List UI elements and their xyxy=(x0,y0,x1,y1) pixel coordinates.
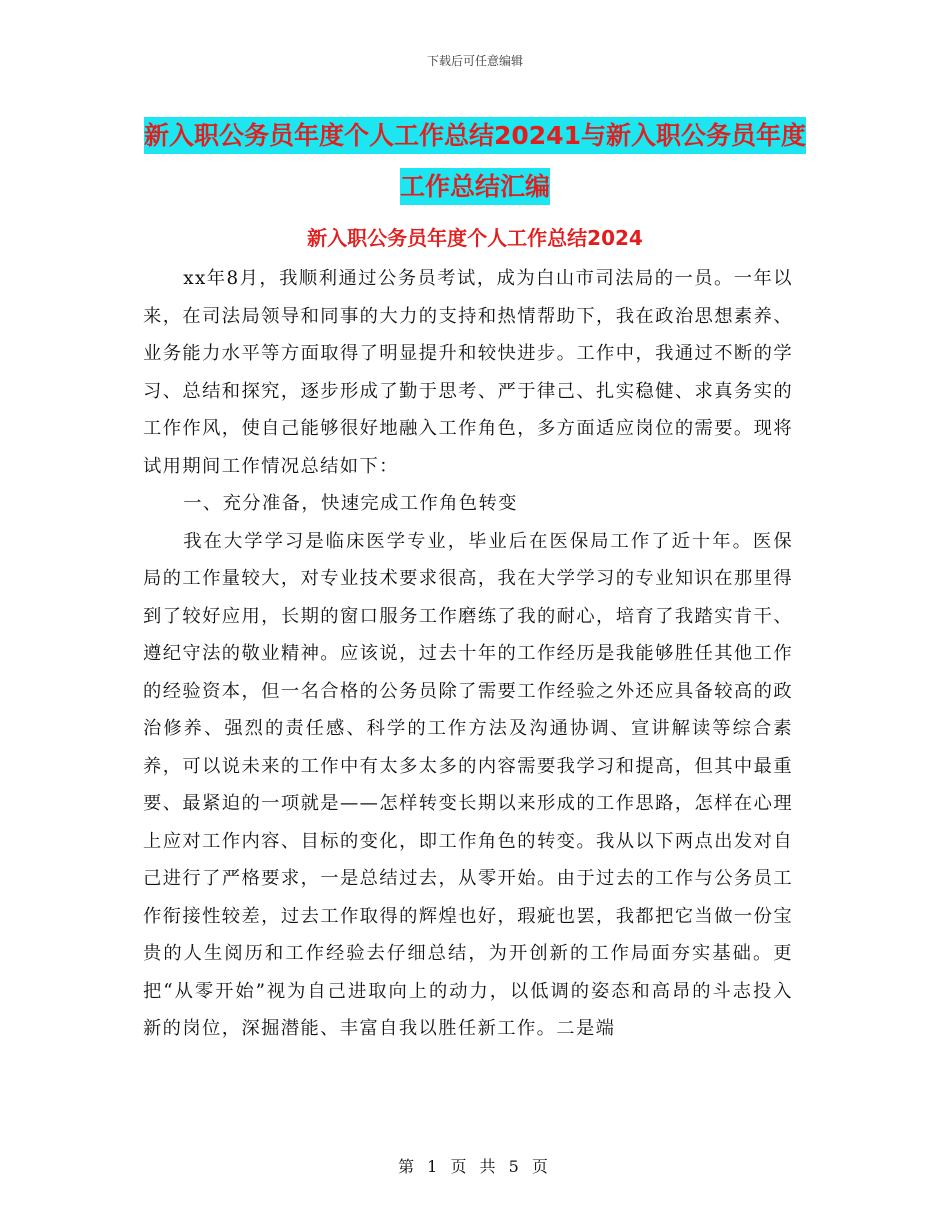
page-footer: 第 1 页 共 5 页 xyxy=(398,1157,552,1176)
paragraph-intro: xx年8月，我顺利通过公务员考试，成为白山市司法局的一员。一年以来，在司法局领导和同事的大力的支持和热情帮助下，我在政治思想素养、业务能力水平等方面取得了明显提升和较快进步。工作中，我通过不断的学习、总结和探究，逐步形成了勤于思考、严于律己、扎实稳健、求真务实的工作作风，使自己能够很好地融入工作角色，多方面适应岗位的需要。现将试用期间工作情况总结如下： xyxy=(143,268,793,477)
document-title xyxy=(140,110,810,212)
document-body xyxy=(143,260,793,1048)
header-note: 下载后可任意编辑 xyxy=(426,54,523,68)
paragraph-heading-1: 一、充分准备，快速完成工作角色转变 xyxy=(183,493,518,514)
document-title-text: 新入职公务员年度个人工作总结20241与新入职公务员年度工作总结汇编 xyxy=(144,117,806,205)
section-title: 新入职公务员年度个人工作总结2024 xyxy=(307,226,643,250)
paragraph-body-1: 我在大学学习是临床医学专业，毕业后在医保局工作了近十年。医保局的工作量较大，对专业技术要求很高，我在大学学习的专业知识在那里得到了较好应用，长期的窗口服务工作磨练了我的耐心，培育了我踏实肯干、遵纪守法的敬业精神。应该说，过去十年的工作经历是我能够胜任其他工作的经验资本，但一名合格的公务员除了需要工作经验之外还应具备较高的政治修养、强烈的责任感、科学的工作方法及沟通协调、宣讲解读等综合素养，可以说未来的工作中有太多太多的内容需要我学习和提高，但其中最重要、最紧迫的一项就是——怎样转变长期以来形成的工作思路，怎样在心理上应对工作内容、目标的变化，即工作角色的转变。我从以下两点出发对自己进行了严格要求，一是总结过去，从零开始。由于过去的工作与公务员工作衔接性较差，过去工作取得的辉煌也好，瑕疵也罢，我都把它当做一份宝贵的人生阅历和工作经验去仔细总结，为开创新的工作局面夯实基础。更把“从零开始”视为自己进取向上的动力，以低调的姿态和高昂的斗志投入新的岗位，深掘潜能、丰富自我以胜任新工作。二是端 xyxy=(143,530,793,1039)
